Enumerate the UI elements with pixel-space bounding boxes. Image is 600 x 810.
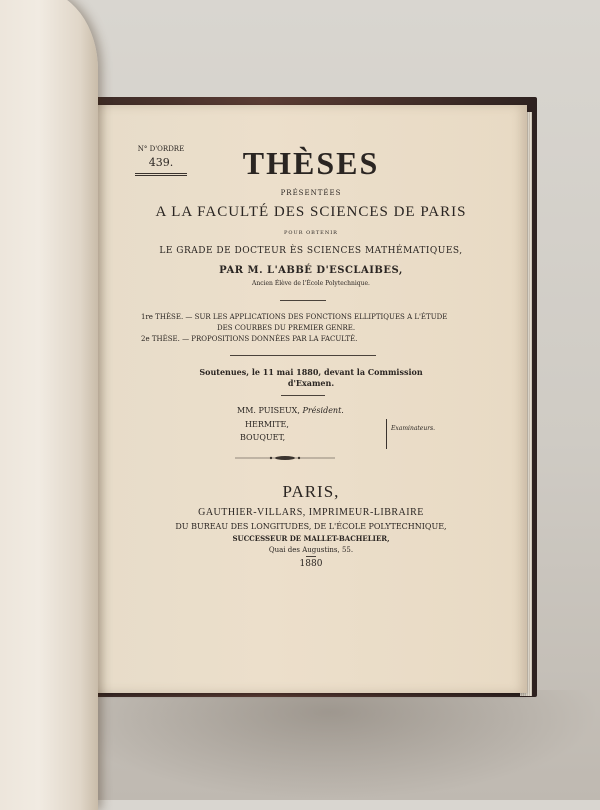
jury-president: Président. [302,406,344,415]
bureau: DU BUREAU DES LONGITUDES, DE L'ÉCOLE POLYTECHNIQUE, [175,522,447,531]
jury-hermite: HERMITE, [245,420,289,429]
jury-bouquet: BOUQUET, [240,433,286,442]
these-1-text: — SUR LES APPLICATIONS DES FONCTIONS ELLIPTIQUES A L'ÉTUDE [185,313,448,321]
these-1 [141,313,447,321]
shadow [60,690,600,800]
publisher: GAUTHIER-VILLARS, IMPRIMEUR-LIBRAIRE [198,507,424,518]
flyleaf [0,0,98,810]
title-page [95,105,527,693]
title: THÈSES [242,145,380,181]
these-1-text2: DES COURBES DU PREMIER GENRE. [217,324,356,332]
ordre-label: N° D'ORDRE [137,145,185,153]
city: PARIS, [282,482,340,501]
ordre-number: 439. [148,156,174,169]
rule-3 [281,395,325,396]
faculte: A LA FACULTÉ DES SCIENCES DE PARIS [155,204,467,220]
jury-brace [386,419,390,449]
rule-1 [280,300,326,301]
successeur: SUCCESSEUR DE MALLET-BACHELIER, [232,534,390,543]
year: 1880 [299,559,323,569]
grade: LE GRADE DE DOCTEUR ÈS SCIENCES MATHÉMATIQUES, [159,246,463,256]
author: PAR M. L'ABBÉ D'ESCLAIBES, [219,265,403,276]
soutenues: Soutenues, le 11 mai 1880, devant la Commission [199,367,423,377]
rule-2 [230,355,376,356]
these-1-label: 1re THÈSE. [141,313,184,321]
ornament-divider [235,455,335,461]
author-note: Ancien Élève de l'École Polytechnique. [252,280,370,287]
these-2 [141,335,357,343]
rule-4 [306,556,316,557]
pour-obtenir: POUR OBTENIR [284,230,338,236]
jury-puiseux [237,406,344,415]
these-2-text: — PROPOSITIONS DONNÉES PAR LA FACULTÉ. [182,335,358,343]
address: Quai des Augustins, 55. [268,546,354,554]
jury-examinateurs: Examinateurs. [391,425,436,432]
presentees: PRÉSENTÉES [280,189,342,197]
these-2-label: 2e THÈSE. [141,335,180,343]
soutenues-2: d'Examen. [287,378,335,388]
jury-mm: MM. PUISEUX, [237,406,300,415]
